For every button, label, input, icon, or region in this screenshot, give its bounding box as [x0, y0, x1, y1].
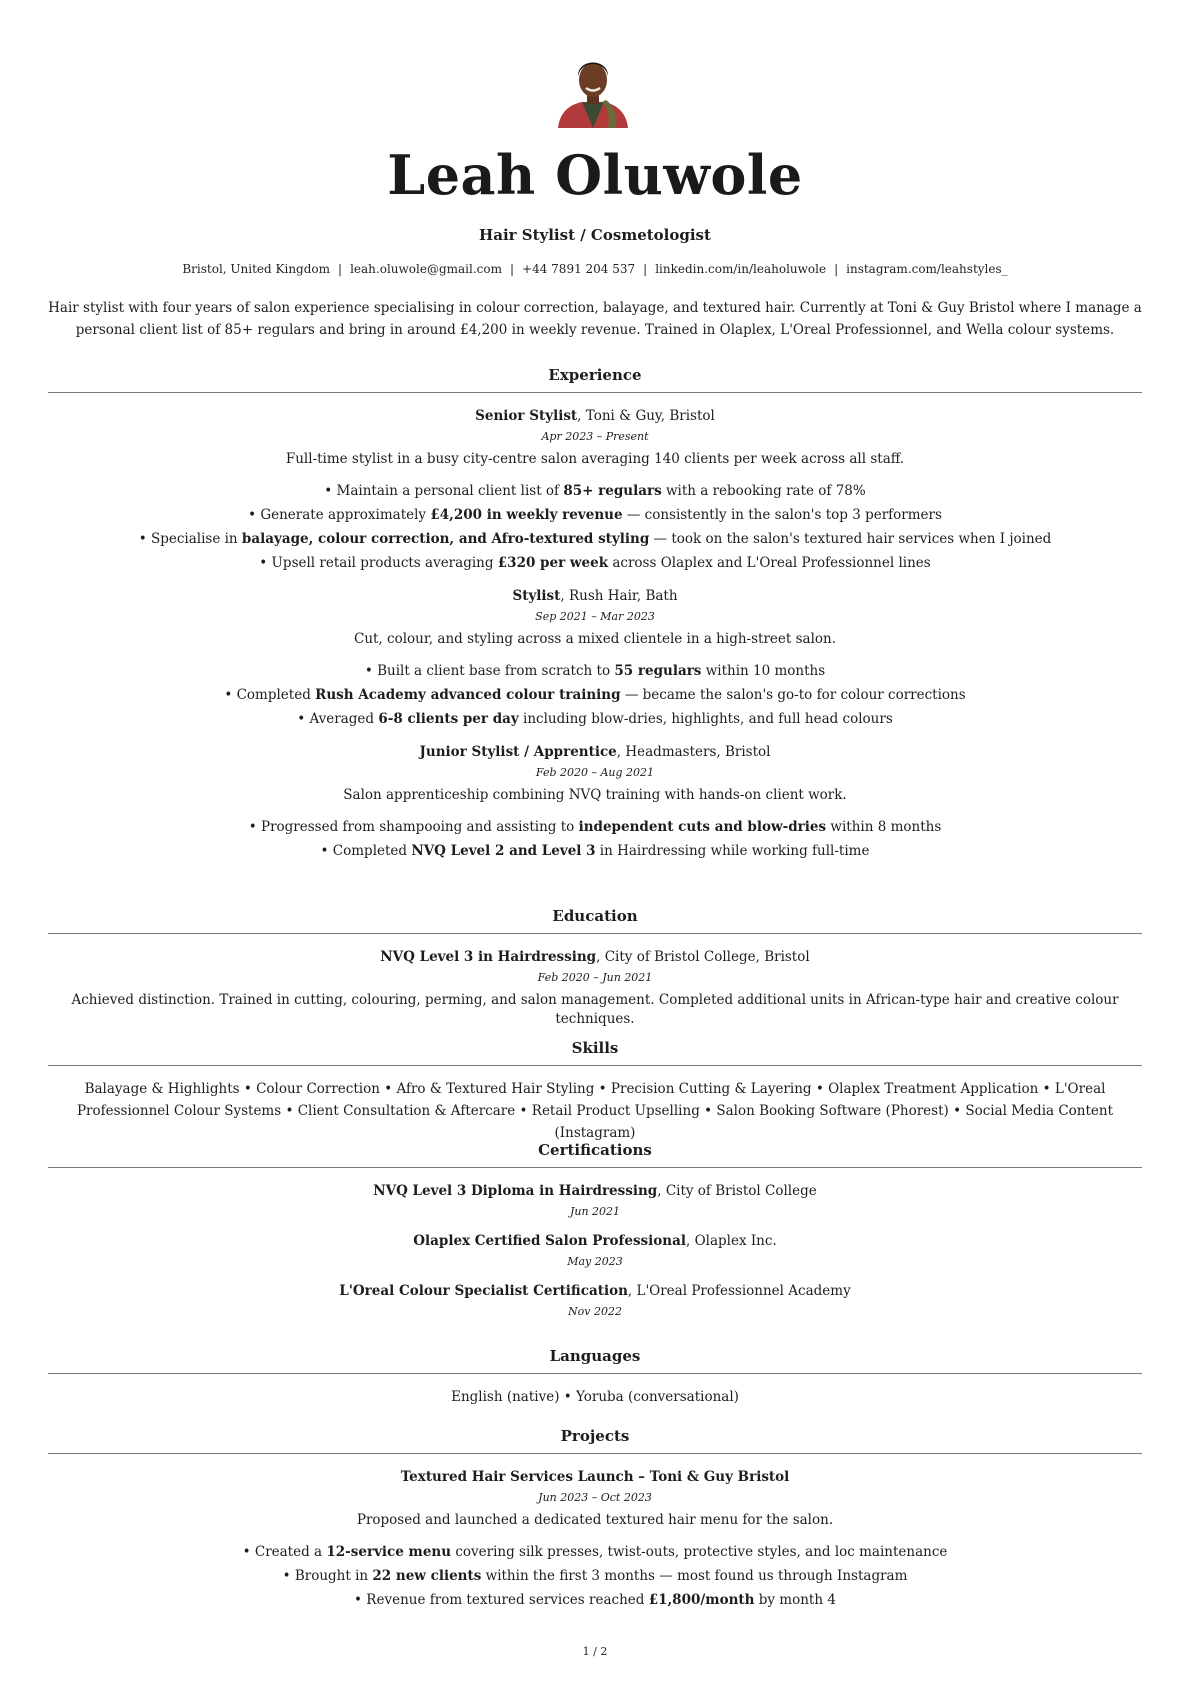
entry-date: Jun 2021	[569, 1205, 621, 1218]
entry-org: , Toni & Guy, Bristol	[577, 408, 715, 424]
section-divider	[48, 933, 1142, 934]
section-title-skills: Skills	[571, 1039, 619, 1057]
job-title: Hair Stylist / Cosmetologist	[479, 226, 711, 244]
skills-section	[48, 1037, 1142, 1144]
section-divider	[48, 1453, 1142, 1454]
bullet-item: • Averaged 6-8 clients per day including blow-dries, highlights, and full head colours	[297, 711, 893, 727]
bullet-item: • Revenue from textured services reached £1,800/month by month 4	[354, 1592, 836, 1608]
entry-date: Jun 2023 – Oct 2023	[538, 1491, 652, 1504]
education-org: , City of Bristol College, Bristol	[596, 949, 810, 965]
bullet-item: • Brought in 22 new clients within the first 3 months — most found us through Instagram	[282, 1568, 908, 1584]
entry-org: , Headmasters, Bristol	[616, 744, 771, 760]
contact-separator: |	[643, 262, 648, 276]
contact-phone[interactable]: +44 7891 204 537	[522, 262, 636, 276]
entry-heading	[48, 948, 1142, 966]
entry-heading: NVQ Level 3 Diploma in Hairdressing, City of Bristol College	[373, 1183, 817, 1199]
contact-separator: |	[338, 262, 343, 276]
entry-heading: L'Oreal Colour Specialist Certification, L'Oreal Professionnel Academy	[339, 1283, 851, 1299]
bullet-item: • Completed Rush Academy advanced colour training — became the salon's go-to for colour corrections	[224, 687, 966, 703]
contact-location: Bristol, United Kingdom	[182, 262, 331, 276]
entry-description: Salon apprenticeship combining NVQ training with hands-on client work.	[343, 787, 847, 803]
entry-role: Stylist	[512, 588, 561, 604]
section-title-experience: Experience	[548, 366, 642, 384]
bullet-item: • Completed NVQ Level 2 and Level 3 in Hairdressing while working full-time	[320, 843, 870, 859]
entry-description: Full-time stylist in a busy city-centre salon averaging 140 clients per week across all staff.	[285, 451, 905, 467]
entry-bullets	[48, 659, 1142, 731]
section-title-certifications: Certifications	[538, 1141, 652, 1159]
entry-date: May 2023	[567, 1255, 623, 1268]
bullet-item: • Specialise in balayage, colour correction, and Afro-textured styling — took on the salon's textured hair services when I joined	[138, 531, 1052, 547]
certification-item	[48, 1232, 1142, 1269]
entry-bullets	[48, 815, 1142, 863]
education-section	[48, 905, 1142, 1029]
entry-heading	[48, 743, 1142, 761]
project-name: Textured Hair Services Launch – Toni & Guy Bristol	[400, 1469, 790, 1485]
section-divider	[48, 392, 1142, 393]
entry-role: Senior Stylist	[475, 408, 578, 424]
education-degree: NVQ Level 3 in Hairdressing	[380, 949, 597, 965]
education-description: Achieved distinction. Trained in cutting, colouring, perming, and salon management. Completed additional units in African-type hair and creative colour techniques.	[71, 992, 1119, 1027]
contact-line	[0, 262, 1190, 276]
bullet-item: • Maintain a personal client list of 85+ regulars with a rebooking rate of 78%	[324, 483, 866, 499]
entry-heading	[48, 587, 1142, 605]
section-divider	[48, 1373, 1142, 1374]
entry-heading	[48, 407, 1142, 425]
section-divider	[48, 1065, 1142, 1066]
contact-email[interactable]: leah.oluwole@gmail.com	[350, 262, 502, 276]
page-number: 1 / 2	[582, 1645, 608, 1658]
bullet-item: • Created a 12-service menu covering silk presses, twist-outs, protective styles, and loc maintenance	[242, 1544, 948, 1560]
bullet-item: • Built a client base from scratch to 55 regulars within 10 months	[364, 663, 826, 679]
bullet-item: • Progressed from shampooing and assisting to independent cuts and blow-dries within 8 months	[248, 819, 942, 835]
project-description: Proposed and launched a dedicated textured hair menu for the salon.	[356, 1512, 834, 1528]
entry-bullets	[48, 479, 1142, 575]
contact-linkedin[interactable]: linkedin.com/in/leaholuwole	[655, 262, 827, 276]
contact-separator: |	[834, 262, 839, 276]
entry-date: Feb 2020 – Jun 2021	[537, 971, 653, 984]
entry-date: Feb 2020 – Aug 2021	[535, 766, 655, 779]
experience-entry	[48, 407, 1142, 575]
entry-date: Sep 2021 – Mar 2023	[535, 610, 655, 623]
entry-heading	[48, 1468, 1142, 1486]
section-title-education: Education	[552, 907, 638, 925]
profile-summary: Hair stylist with four years of salon experience specialising in colour correction, balayage, and textured hair. Currently at Toni & Guy Bristol where I manage a personal client list of 85+ regulars and bring in around £4,200 in weekly revenue. Trained in Olaplex, L'Oreal Professionnel, and Wella colour systems.	[48, 300, 1142, 338]
languages-list: English (native) • Yoruba (conversational)	[451, 1389, 739, 1405]
certification-item	[48, 1282, 1142, 1319]
section-title-projects: Projects	[560, 1427, 630, 1445]
entry-description: Cut, colour, and styling across a mixed clientele in a high-street salon.	[353, 631, 837, 647]
skills-list: Balayage & Highlights • Colour Correction • Afro & Textured Hair Styling • Precision Cutting & Layering • Olaplex Treatment Application • L'Oreal Professionnel Colour Systems • Client Consultation & Aftercare • Retail Product Upselling • Salon Booking Software (Phorest) • Social Media Content (Instagram)	[76, 1081, 1114, 1141]
experience-entry	[48, 743, 1142, 863]
languages-section	[48, 1345, 1142, 1408]
experience-section	[48, 364, 1142, 863]
experience-entry	[48, 587, 1142, 731]
section-divider	[48, 1167, 1142, 1168]
certification-item	[48, 1182, 1142, 1219]
profile-photo	[556, 52, 630, 128]
certifications-section	[48, 1139, 1142, 1319]
contact-instagram[interactable]: instagram.com/leahstyles_	[846, 262, 1008, 276]
candidate-name: Leah Oluwole	[387, 143, 803, 207]
section-title-languages: Languages	[549, 1347, 641, 1365]
entry-bullets	[48, 1540, 1142, 1612]
bullet-item: • Generate approximately £4,200 in weekly revenue — consistently in the salon's top 3 performers	[248, 507, 942, 523]
bullet-item: • Upsell retail products averaging £320 per week across Olaplex and L'Oreal Professionnel lines	[259, 555, 931, 571]
entry-org: , Rush Hair, Bath	[560, 588, 678, 604]
projects-section	[48, 1425, 1142, 1612]
contact-separator: |	[509, 262, 515, 276]
entry-role: Junior Stylist / Apprentice	[419, 744, 617, 760]
entry-heading: Olaplex Certified Salon Professional, Olaplex Inc.	[413, 1233, 777, 1249]
entry-date: Apr 2023 – Present	[541, 430, 649, 443]
entry-date: Nov 2022	[568, 1305, 622, 1318]
